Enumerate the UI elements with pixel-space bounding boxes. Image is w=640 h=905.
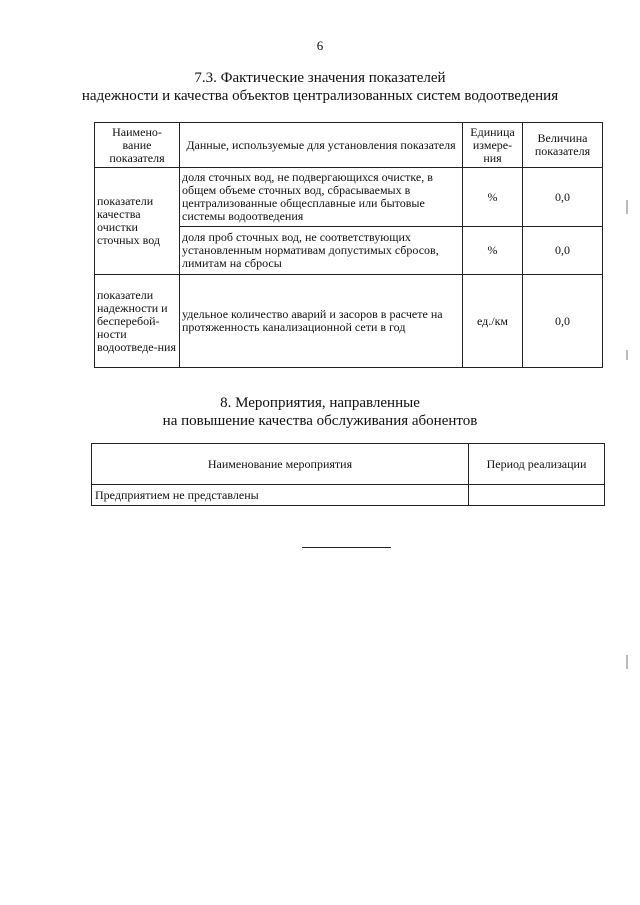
section-7-3-title-line2: надежности и качества объектов централизованных систем водоотведения [81, 88, 559, 104]
indicators-table-header-row [95, 123, 603, 168]
section-8-title-line2: на повышение качества обслуживания абонентов [162, 413, 478, 429]
table-row [95, 275, 603, 368]
section-7-3-title-line1: 7.3. Фактические значения показателей [194, 70, 446, 86]
header-period: Период реализации [469, 444, 605, 485]
row-data-cell: доля сточных вод, не подвергающихся очистке, в общем объеме сточных вод, сбрасываемых в централизованные общесплавные или бытовые системы водоотведения [180, 168, 463, 227]
period-cell [469, 485, 605, 506]
header-measure: Наименование мероприятия [92, 444, 469, 485]
scan-edge-mark [626, 655, 628, 669]
measure-cell: Предприятием не представлены [92, 485, 469, 506]
section-8-title-line1: 8. Мероприятия, направленные [220, 395, 420, 411]
group-name-quality: показатели качества очистки сточных вод [95, 168, 180, 275]
row-value-cell: 0,0 [523, 227, 603, 275]
measures-table [91, 443, 605, 506]
table-row [92, 485, 605, 506]
row-unit-cell: % [463, 168, 523, 227]
row-unit-cell: ед./км [463, 275, 523, 368]
row-unit-cell: % [463, 227, 523, 275]
header-unit: Единица измере-ния [463, 123, 523, 168]
scan-edge-mark [626, 200, 628, 214]
section-8-title [0, 394, 640, 430]
page-number: 6 [316, 38, 324, 53]
header-data: Данные, используемые для установления показателя [180, 123, 463, 168]
row-value-cell: 0,0 [523, 168, 603, 227]
row-data-cell: удельное количество аварий и засоров в расчете на протяженность канализационной сети в год [180, 275, 463, 368]
header-indicator-name: Наимено-вание показателя [95, 123, 180, 168]
row-data-cell: доля проб сточных вод, не соответствующих установленным нормативам допустимых сбросов, лимитам на сбросы [180, 227, 463, 275]
section-7-3-title [0, 69, 640, 105]
indicators-table [94, 122, 603, 368]
group-name-reliability: показатели надежности и бесперебой-ности водоотведе-ния [95, 275, 180, 368]
table-row [95, 168, 603, 227]
row-value-cell: 0,0 [523, 275, 603, 368]
header-value: Величина показателя [523, 123, 603, 168]
scan-edge-mark [626, 350, 628, 360]
measures-table-header-row [92, 444, 605, 485]
closing-rule [302, 547, 391, 548]
